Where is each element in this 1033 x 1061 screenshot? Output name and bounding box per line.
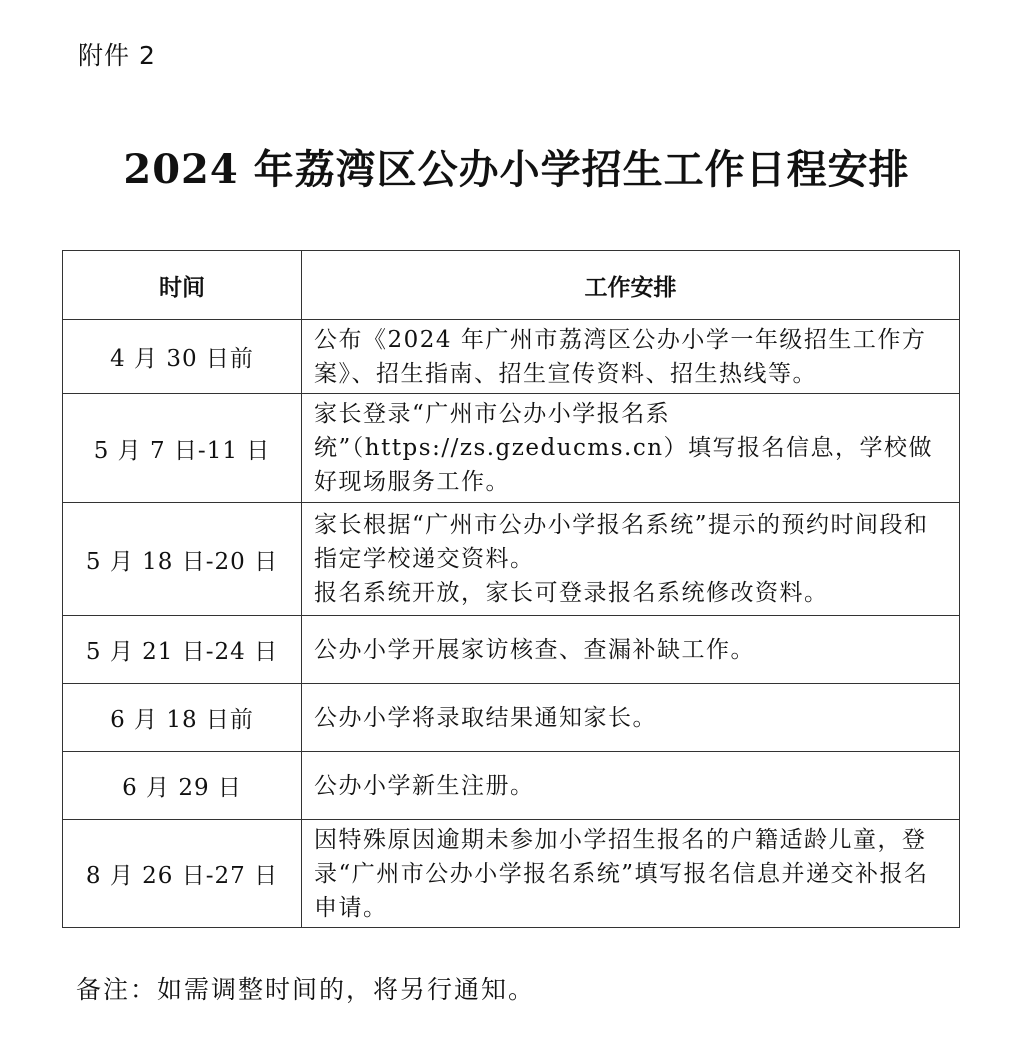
table-row <box>63 752 960 820</box>
table-row <box>63 394 960 503</box>
table-row <box>63 820 960 928</box>
task-column-header: 工作安排 <box>302 251 960 320</box>
row-time: 5 月 21 日-24 日 <box>63 616 302 684</box>
row-task <box>302 616 960 684</box>
row-time: 6 月 29 日 <box>63 752 302 820</box>
row-task <box>302 320 960 394</box>
row-task <box>302 394 960 503</box>
row-task <box>302 820 960 928</box>
row-time: 8 月 26 日-27 日 <box>63 820 302 928</box>
row-task-line: 因特殊原因逾期未参加小学招生报名的户籍适龄儿童，登录“广州市公办小学报名系统”填写报名信息并递交补报名申请。 <box>314 826 929 921</box>
row-task <box>302 503 960 616</box>
row-time: 5 月 18 日-20 日 <box>63 503 302 616</box>
row-task-line: 家长登录“广州市公办小学报名系统”（https://zs.gzeducms.cn）填写报名信息，学校做好现场服务工作。 <box>314 401 934 495</box>
table-row <box>63 320 960 394</box>
table-row <box>63 503 960 616</box>
row-task-line: 公办小学将录取结果通知家长。 <box>314 704 657 731</box>
row-task <box>302 684 960 752</box>
attachment-label: 附件 2 <box>78 41 156 70</box>
row-task <box>302 752 960 820</box>
table-header-row <box>63 251 960 320</box>
row-time: 6 月 18 日前 <box>63 684 302 752</box>
row-time: 5 月 7 日-11 日 <box>63 394 302 503</box>
row-time: 4 月 30 日前 <box>63 320 302 394</box>
table-row <box>63 616 960 684</box>
time-column-header: 时间 <box>63 251 302 320</box>
table-row <box>63 684 960 752</box>
row-task-line: 公办小学开展家访核查、查漏补缺工作。 <box>314 636 755 663</box>
row-task-line: 公布《2024 年广州市荔湾区公办小学一年级招生工作方案》、招生指南、招生宣传资料、招生热线等。 <box>314 326 927 387</box>
document-title: 2024 年荔湾区公办小学招生工作日程安排 <box>123 146 910 193</box>
row-task-line: 家长根据“广州市公办小学报名系统”提示的预约时间段和指定学校递交资料。 <box>314 512 929 572</box>
row-task-line: 报名系统开放，家长可登录报名系统修改资料。 <box>314 580 829 606</box>
footnote: 备注：如需调整时间的，将另行通知。 <box>76 975 536 1004</box>
schedule-table <box>62 250 960 928</box>
row-task-line: 公办小学新生注册。 <box>314 772 535 799</box>
